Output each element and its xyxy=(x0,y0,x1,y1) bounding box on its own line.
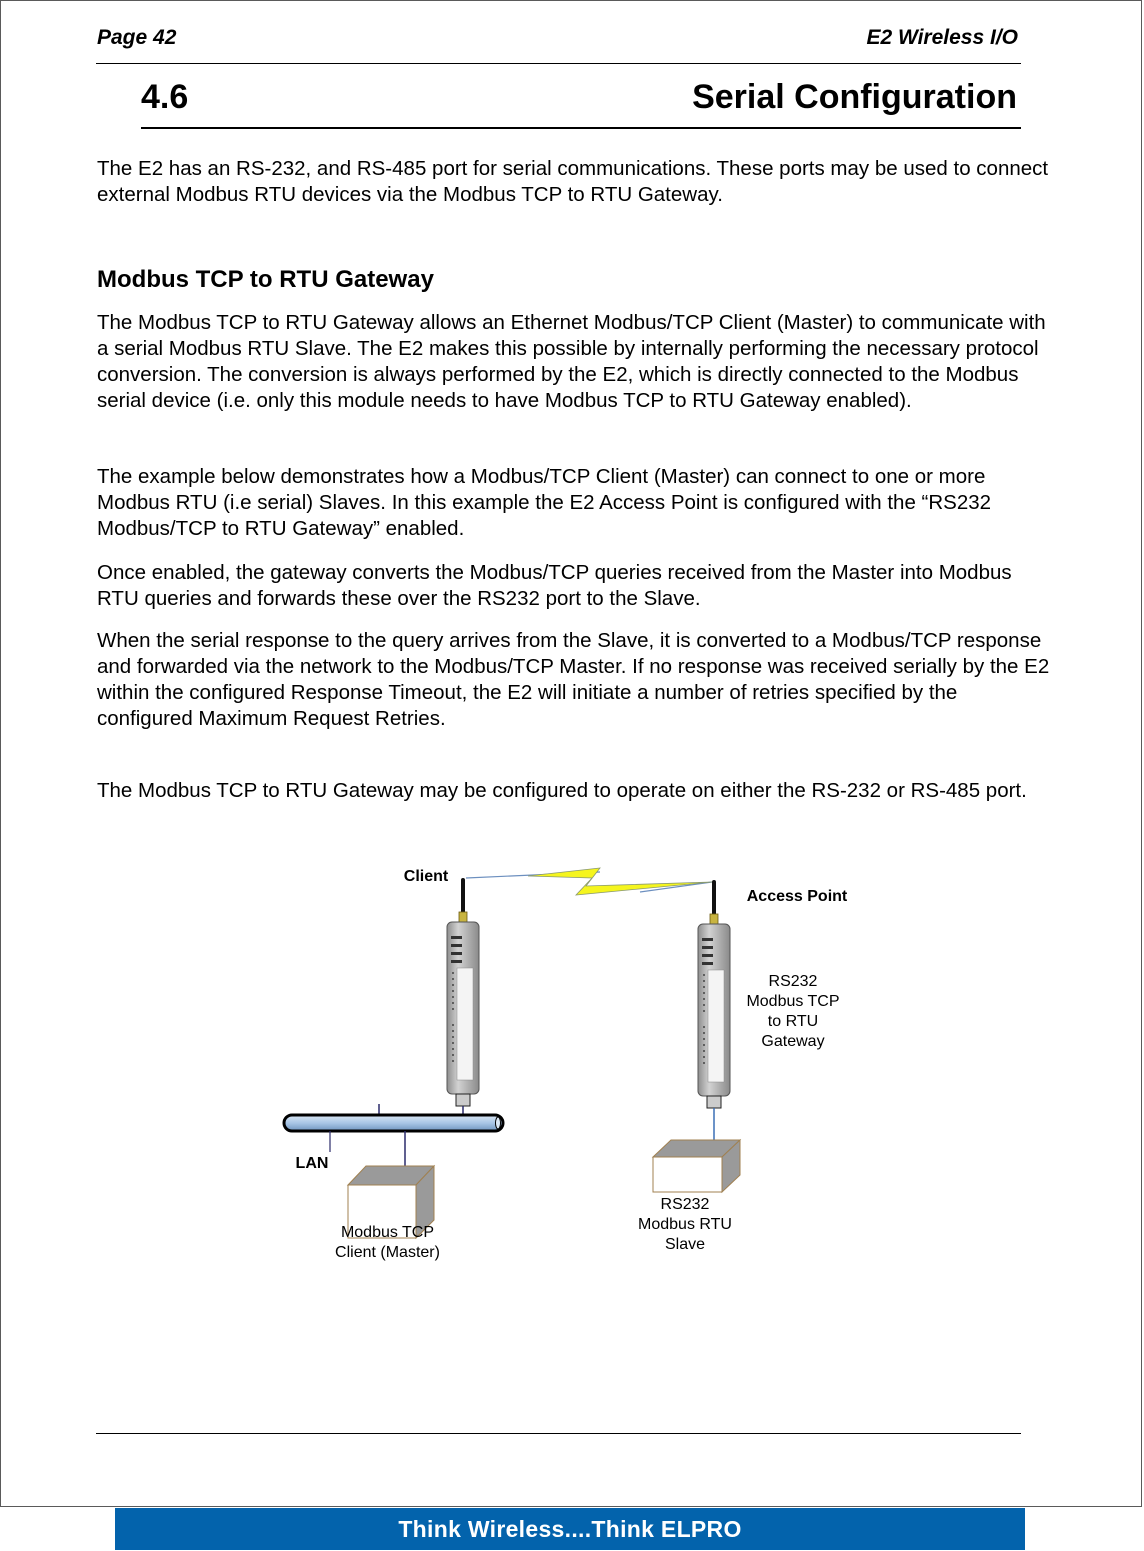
document-title: E2 Wireless I/O xyxy=(866,26,1018,49)
gateway-label-line: Gateway xyxy=(761,1033,825,1050)
header-divider xyxy=(96,63,1021,64)
footer-divider xyxy=(96,1433,1021,1434)
master-label-line: Client (Master) xyxy=(335,1244,440,1261)
lightning-bolt-icon xyxy=(466,868,712,895)
paragraph-1: The Modbus TCP to RTU Gateway allows an Ethernet Modbus/TCP Client (Master) to communicate with a serial Modbus RTU Slave. The E2 makes this possible by internally performing the necessary protocol conversion. The conversion is always performed by the E2, which is directly connected to the Modbus serial device (i.e. only this module needs to have Modbus TCP to RTU Gateway enabled). xyxy=(97,311,1046,412)
master-label-line: Modbus TCP xyxy=(340,1224,435,1241)
client-label: Client xyxy=(403,868,449,885)
gateway-label xyxy=(728,972,858,1052)
paragraph-2: The example below demonstrates how a Modbus/TCP Client (Master) can connect to one or more Modbus RTU (i.e serial) Slaves. In this example the E2 Access Point is configured with the “RS232 Modbus/TCP to RTU Gateway” enabled. xyxy=(97,465,992,540)
section-divider xyxy=(141,127,1021,129)
paragraph-4: When the serial response to the query arrives from the Slave, it is converted to a Modbus/TCP response and forwarded via the network to the Modbus/TCP Master. If no response was received serially by the E2 within the configured Response Timeout, the E2 will initiate a number of retries specified by the configured Maximum Request Retries. xyxy=(97,629,1050,730)
client-radio-device xyxy=(447,878,479,1116)
slave-label-line: RS232 xyxy=(660,1196,710,1213)
section-title: Serial Configuration xyxy=(692,78,1017,116)
access-point-radio-device xyxy=(698,880,730,1142)
master-label xyxy=(320,1223,455,1263)
paragraph-5: The Modbus TCP to RTU Gateway may be configured to operate on either the RS-232 or RS-485 port. xyxy=(97,779,1027,802)
network-diagram xyxy=(270,860,890,1280)
slave-box xyxy=(653,1140,740,1192)
footer-banner: Think Wireless....Think ELPRO xyxy=(115,1508,1025,1550)
gateway-label-line: Modbus TCP xyxy=(746,993,840,1010)
gateway-label-line: RS232 xyxy=(768,973,818,990)
slave-label-line: Modbus RTU xyxy=(638,1216,732,1233)
page-number: Page 42 xyxy=(97,26,177,49)
intro-paragraph: The E2 has an RS-232, and RS-485 port for serial communications. These ports may be used to connect external Modbus RTU devices via the Modbus TCP to RTU Gateway. xyxy=(97,157,1049,206)
section-number: 4.6 xyxy=(141,78,189,116)
slave-label xyxy=(620,1195,750,1255)
lan-label: LAN xyxy=(295,1155,329,1172)
slave-label-line: Slave xyxy=(664,1236,706,1253)
gateway-label-line: to RTU xyxy=(767,1013,819,1030)
paragraph-3: Once enabled, the gateway converts the Modbus/TCP queries received from the Master into Modbus RTU queries and forwards these over the RS232 port to the Slave. xyxy=(97,561,1012,610)
access-point-label: Access Point xyxy=(746,888,848,905)
subheading: Modbus TCP to RTU Gateway xyxy=(97,266,434,293)
diagram-graphic xyxy=(270,860,890,1280)
